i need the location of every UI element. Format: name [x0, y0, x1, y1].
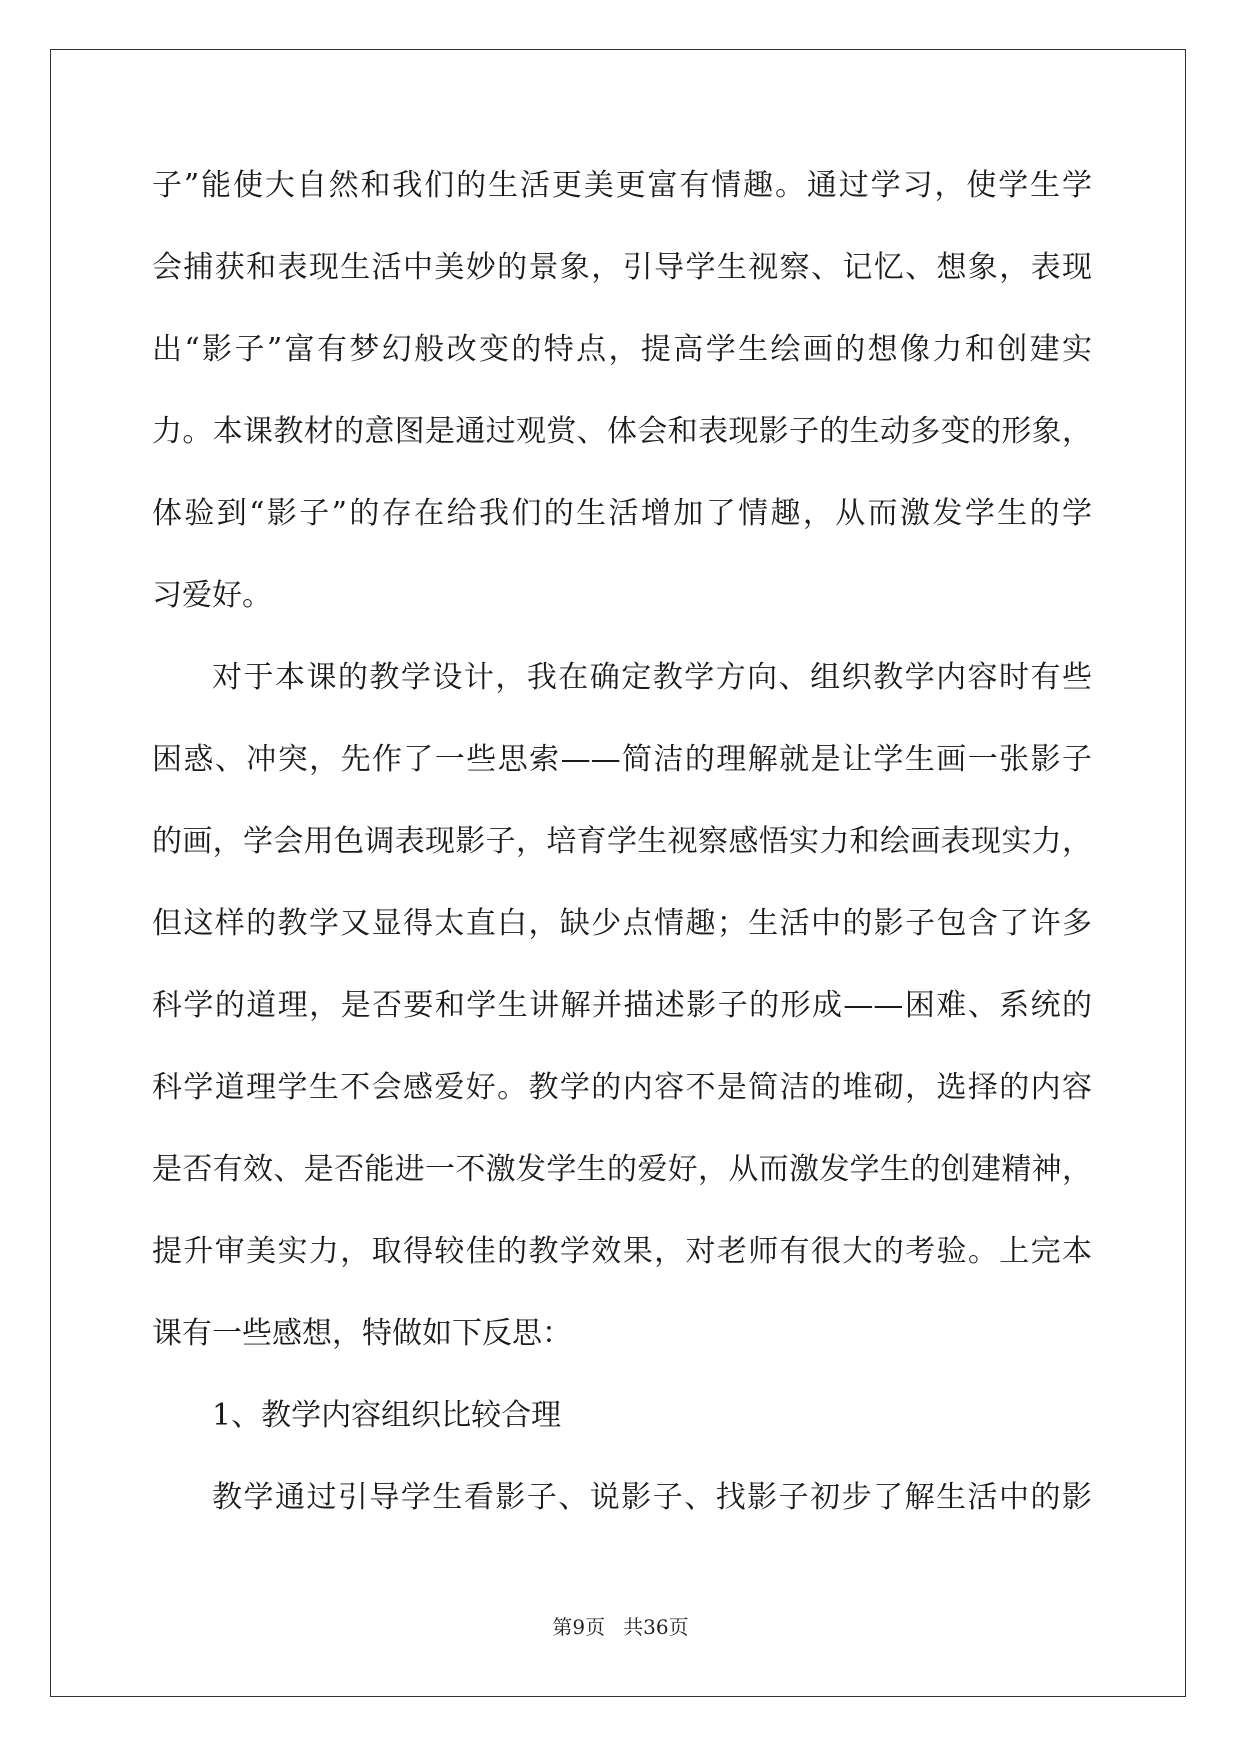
text-line: 力。本课教材的意图是通过观赏、体会和表现影子的生动多变的形象， — [152, 414, 1092, 449]
section-heading: 1、教学内容组织比较合理 — [212, 1398, 562, 1433]
text-line: 教学通过引导学生看影子、说影子、找影子初步了解生活中的影 — [212, 1480, 1092, 1515]
text-line: 的画，学会用色调表现影子，培育学生视察感悟实力和绘画表现实力， — [152, 824, 1092, 859]
text-line: 对于本课的教学设计，我在确定教学方向、组织教学内容时有些 — [212, 660, 1092, 695]
text-line: 会捕获和表现生活中美妙的景象，引导学生视察、记忆、想象，表现 — [152, 250, 1092, 285]
text-line: 提升审美实力，取得较佳的教学效果，对老师有很大的考验。上完本 — [152, 1234, 1092, 1269]
text-line: 科学的道理，是否要和学生讲解并描述影子的形成——困难、系统的 — [152, 988, 1092, 1023]
text-line: 习爱好。 — [152, 578, 272, 613]
text-line: 是否有效、是否能进一不激发学生的爱好，从而激发学生的创建精神， — [152, 1152, 1092, 1187]
text-line: 子”能使大自然和我们的生活更美更富有情趣。通过学习，使学生学 — [152, 168, 1092, 203]
total-pages: 共36页 — [623, 1615, 689, 1639]
text-line: 科学道理学生不会感爱好。教学的内容不是简洁的堆砌，选择的内容 — [152, 1070, 1092, 1105]
text-line: 困惑、冲突，先作了一些思索——简洁的理解就是让学生画一张影子 — [152, 742, 1092, 777]
page-number: 第9页 — [552, 1615, 606, 1639]
text-line: 课有一些感想，特做如下反思： — [152, 1316, 572, 1351]
page-footer — [0, 1611, 1241, 1640]
document-body — [152, 155, 1092, 1549]
text-line: 但这样的教学又显得太直白，缺少点情趣；生活中的影子包含了许多 — [152, 906, 1092, 941]
text-line: 体验到“影子”的存在给我们的生活增加了情趣，从而激发学生的学 — [152, 496, 1092, 531]
text-line: 出“影子”富有梦幻般改变的特点，提高学生绘画的想像力和创建实 — [152, 332, 1092, 367]
